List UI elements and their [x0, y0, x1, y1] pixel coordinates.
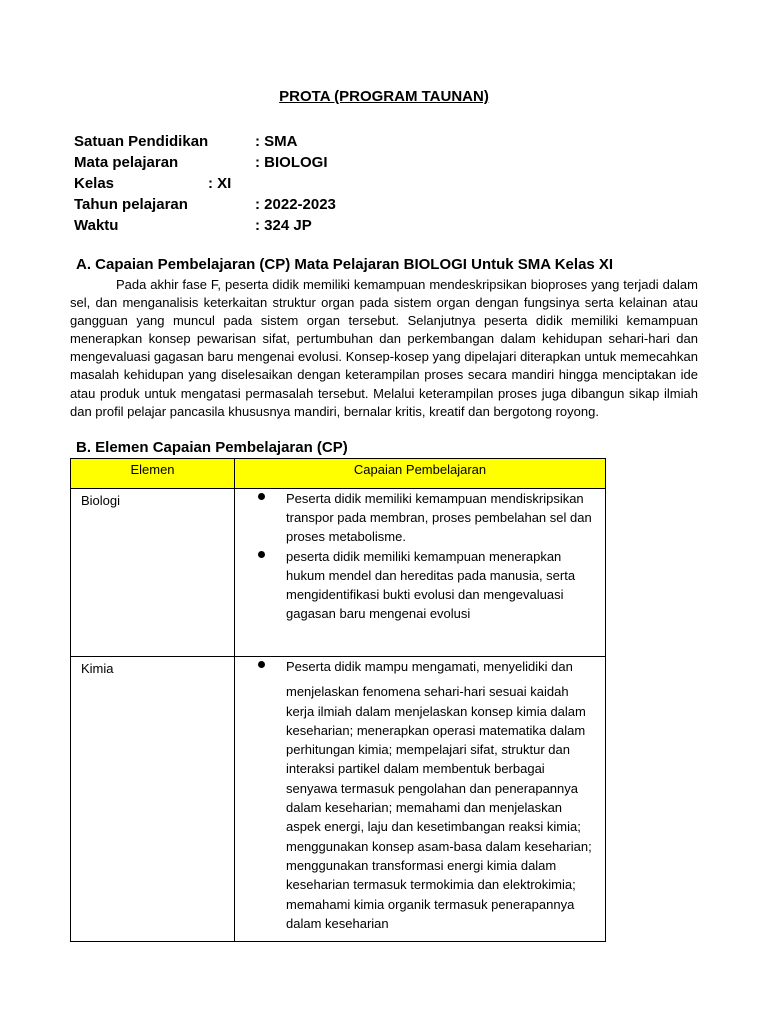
list-item [255, 547, 595, 624]
table-header-capaian: Capaian Pembelajaran [235, 459, 606, 489]
list-item [255, 657, 595, 933]
capaian-cell [235, 489, 606, 657]
table-header-row [71, 459, 606, 489]
elemen-cell: Biologi [71, 489, 235, 657]
info-label: Satuan Pendidikan [74, 133, 209, 150]
list-item [255, 489, 595, 547]
bullet-list [255, 657, 595, 933]
table-row [71, 657, 606, 942]
cp-table [70, 458, 606, 942]
list-item-text: menjelaskan fenomena sehari-hari sesuai kaidah kerja ilmiah dalam menjelaskan konsep kimia dalam keseharian; menerapkan operasi matematika dalam perhitungan kimia; mempelajari sifat, struktur dan interaksi partikel dalam membentuk berbagai senyawa termasuk pengolahan dan penerapannya dalam keseharian; memahami dan menjelaskan aspek energi, laju dan kesetimbangan reaksi kimia; menggunakan konsep asam-basa dalam keseharian; menggunakan transformasi energi kimia dalam keseharian termasuk termokimia dan elektrokimia; memahami kimia organik termasuk penerapannya dalam keseharian [286, 684, 592, 931]
info-label: Waktu [74, 217, 119, 234]
info-value: : SMA [255, 133, 298, 150]
info-label: Mata pelajaran [74, 154, 179, 171]
capaian-cell [235, 657, 606, 942]
elemen-cell: Kimia [71, 657, 235, 942]
info-label: Tahun pelajaran [74, 196, 188, 213]
table-row [71, 489, 606, 657]
section-a-paragraph: Pada akhir fase F, peserta didik memiliki kemampuan mendeskripsikan bioproses yang terjadi dalam sel, dan menganalisis keterkaitan struktur organ pada sistem organ dengan fungsinya serta kelainan atau gangguan yang muncul pada sistem organ tersebut. Selanjutnya peserta didik memiliki kemampuan menerapkan konsep pewarisan sifat, pertumbuhan dan perkembangan dalam kehidupan sehari-hari dan mengevaluasi gagasan baru mengenai evolusi. Konsep-kosep yang dipelajari diterapkan untuk memecahkan masalah kehidupan yang diselesaikan dengan keterampilan proses secara mandiri hingga menciptakan ide atau produk untuk mengatasi permasalah tersebut. Melalui keterampilan proses juga dibangun sikap ilmiah dan profil pelajar pancasila khususnya mandiri, bernalar kritis, kreatif dan bergotong royong. [70, 277, 698, 419]
table-header-elemen: Elemen [71, 459, 235, 489]
info-label: Kelas [74, 175, 115, 192]
info-value: : BIOLOGI [255, 154, 328, 171]
info-value: : XI [208, 175, 232, 192]
page-title: PROTA (PROGRAM TAUNAN) [279, 88, 489, 105]
bullet-icon [258, 493, 265, 500]
bullet-icon [258, 551, 265, 558]
bullet-list [255, 489, 595, 623]
list-item-text: Peserta didik memiliki kemampuan mendiskripsikan transpor pada membran, proses pembelahan sel dan proses metabolisme. [286, 491, 592, 545]
list-item-text-first: Peserta didik mampu mengamati, menyelidiki dan [286, 659, 573, 674]
list-item-text: peserta didik memiliki kemampuan menerapkan hukum mendel dan hereditas pada manusia, serta mengidentifikasi bukti evolusi dan mengevaluasi gagasan baru mengenai evolusi [286, 548, 576, 622]
info-value: : 324 JP [255, 217, 312, 234]
bullet-icon [258, 661, 265, 668]
section-a-heading: A. Capaian Pembelajaran (CP) Mata Pelajaran BIOLOGI Untuk SMA Kelas XI [76, 256, 614, 273]
section-b-heading: B. Elemen Capaian Pembelajaran (CP) [76, 439, 348, 456]
info-value: : 2022-2023 [255, 196, 336, 213]
